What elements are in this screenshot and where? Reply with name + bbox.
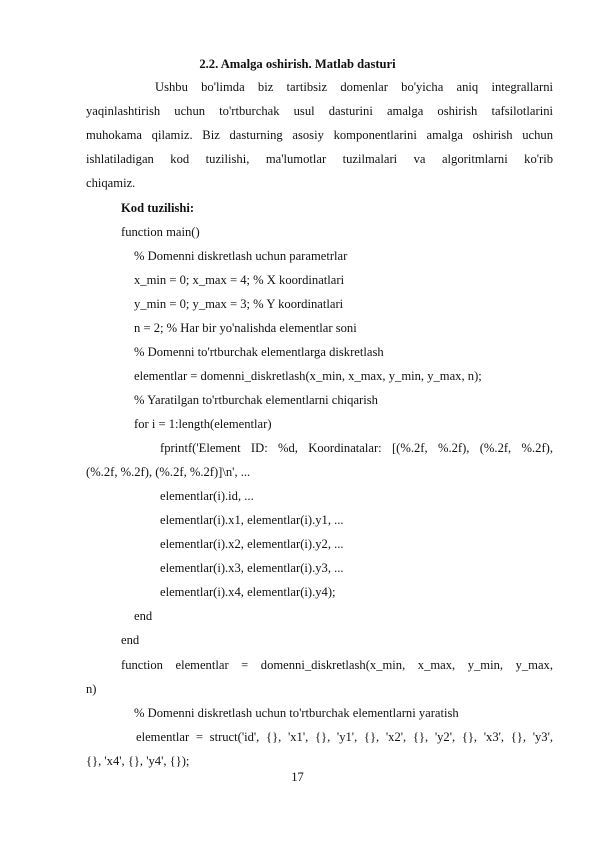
code-line: elementlar = struct('id', {}, 'x1', {}, 'y1', {}, 'x2', {}, 'y2', {}, 'x3', {}, 'y3',	[136, 730, 553, 744]
code-line: elementlar(i).x1, elementlar(i).y1, ...	[160, 513, 344, 527]
code-comment: % Domenni diskretlash uchun to'rtburchak elementlarni yaratish	[134, 706, 459, 720]
code-line: end	[134, 609, 153, 623]
code-structure-heading: Kod tuzilishi:	[121, 201, 195, 215]
intro-line-5: chiqamiz.	[86, 176, 136, 190]
code-line: elementlar = domenni_diskretlash(x_min, x_max, y_min, y_max, n);	[134, 369, 482, 383]
code-line: elementlar(i).x2, elementlar(i).y2, ...	[160, 537, 344, 551]
code-line: (%.2f, %.2f), (%.2f, %.2f)]\n', ...	[86, 465, 251, 479]
code-line: elementlar(i).x4, elementlar(i).y4);	[160, 585, 336, 599]
code-comment: % Yaratilgan to'rtburchak elementlarni chiqarish	[134, 393, 378, 407]
code-line: n)	[86, 682, 97, 696]
code-line: function elementlar = domenni_diskretlash(x_min, x_max, y_min, y_max,	[121, 658, 553, 672]
code-line: for i = 1:length(elementlar)	[134, 417, 272, 431]
intro-line-3: muhokama qilamiz. Biz dasturning asosiy komponentlarini amalga oshirish uchun	[86, 128, 553, 142]
code-line: y_min = 0; y_max = 3; % Y koordinatlari	[134, 297, 344, 311]
code-comment: % Domenni diskretlash uchun parametrlar	[134, 249, 348, 263]
intro-line-1: Ushbu bo'limda biz tartibsiz domenlar bo'yicha aniq integrallarni	[155, 80, 553, 94]
code-line: end	[121, 633, 140, 647]
code-line: fprintf('Element ID: %d, Koordinatalar: [(%.2f, %.2f), (%.2f, %.2f),	[160, 441, 553, 455]
code-line: elementlar(i).x3, elementlar(i).y3, ...	[160, 561, 344, 575]
code-line: x_min = 0; x_max = 4; % X koordinatlari	[134, 273, 345, 287]
intro-line-2: yaqinlashtirish uchun to'rtburchak usul dasturini amalga oshirish tafsilotlarini	[86, 104, 553, 118]
intro-line-4: ishlatiladigan kod tuzilishi, ma'lumotlar tuzilmalari va algoritmlarni ko'rib	[86, 152, 553, 166]
code-comment: % Domenni to'rtburchak elementlarga diskretlash	[134, 345, 384, 359]
code-line: {}, 'x4', {}, 'y4', {});	[86, 754, 190, 768]
code-line: n = 2; % Har bir yo'nalishda elementlar soni	[134, 321, 357, 335]
code-line: function main()	[121, 225, 200, 239]
page-number: 17	[291, 770, 304, 784]
code-line: elementlar(i).id, ...	[160, 489, 254, 503]
section-heading: 2.2. Amalga oshirish. Matlab dasturi	[199, 57, 396, 71]
